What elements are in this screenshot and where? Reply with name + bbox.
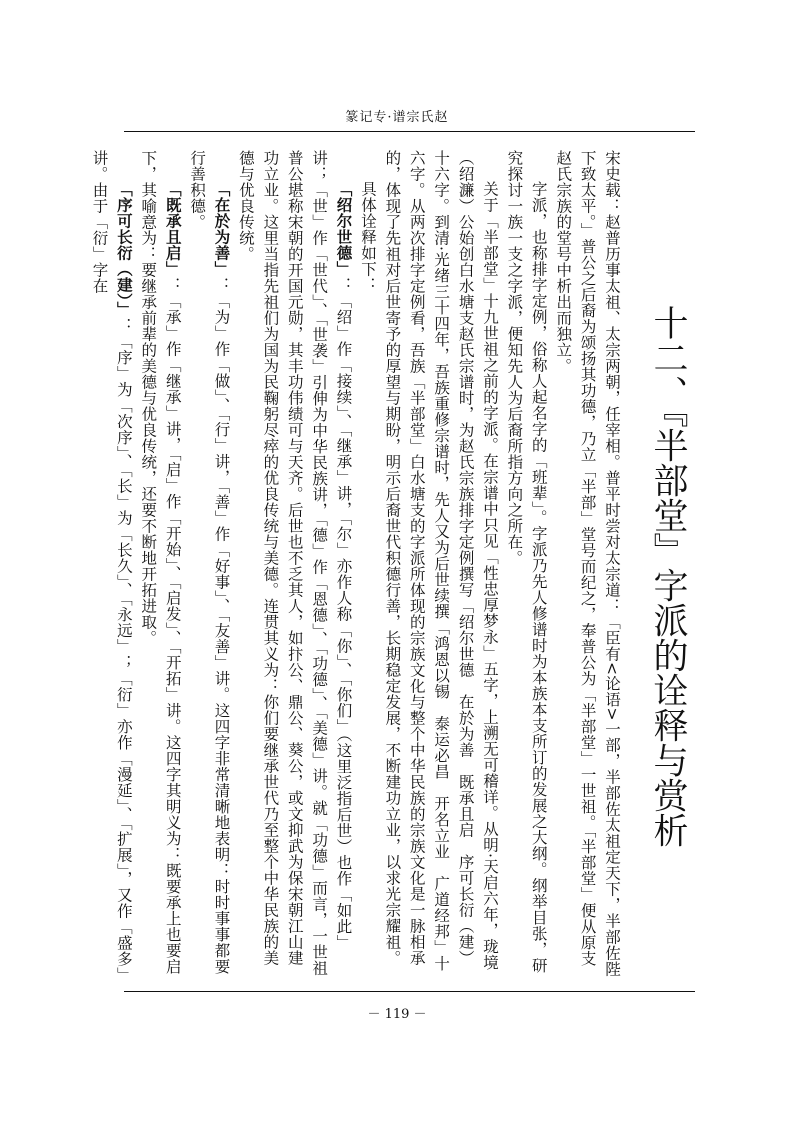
paragraph-8 [87,150,136,980]
page-number: － 119 － [367,1007,427,1022]
term-heading: 「在於为善」 [212,181,232,277]
paragraph-7 [136,150,185,980]
term-heading: 「序可长衍（建）」 [114,181,134,318]
paragraph-text: ：「承」作「继承」讲，「启」作「开始」、「启发」、「开拓」讲。这四字其明义为：既要承上也要启下，其喻意为：要继承前辈的美德与优良传统，还要不断地开拓进取。 [139,150,182,975]
paragraph-text: ：「序」为「次序」、「长」为「长久」、「永远」；「衍」亦作「漫延」、「扩展」，又作「盛多」讲。由于「衍」字在 [90,150,133,976]
chapter-title: 十二、『半部堂』字派的诠释与赏析 [648,305,688,848]
paragraph-text: 关于「半部堂」十九世祖之前的字派。在宗谱中只见「性忠厚梦永」五字，上溯无可稽详。从明·天启六年，珑境（绍濂）公始创白水塘支赵氏宗谱时，为赵氏宗族排字定例撰写「绍尔世德 在於为善 既承且启 序可长衍（建）十六字。到清·光绪三十四年，吾族重修宗谱时，先人又为后世续撰「鸿恩以锡 泰运必昌 开名立业 广道经邦」十六字。从两次排字定例看，吾族「半部堂」白水塘支的字派所体现的宗族文化与整个中华民族的宗族文化是一脉相承的，体现了先祖对后世寄予的厚望与期盼，明示后裔世代积德行善，长期稳定发展，不断建功立业，以求光宗耀祖。 [383,150,499,972]
paragraph-4 [356,150,380,980]
paragraph-text: 宋史载：赵普历事太祖、太宗两朝，任宰相。普平时尝对太宗道：「臣有<论语>一部，半部佐太祖定天下，半部佐陛下致太平。」普公之后裔为颂扬其功德，乃立「半部」堂号而纪之，奉普公为「半部堂」一世祖。「半部堂」便从原支赵氏宗族的堂号中析出而独立。 [554,150,621,977]
paragraph-text: ：「绍」作「接续」、「继承」讲，「尔」亦作人称「你」、「你们」（这里泛指后世）也作「如此」讲；「世」作「世代」、「世袭」引伸为中华民族讲，「德」作「恩德」、「功德」、「美德」讲。就「功德」而言，一世祖普公堪称宋朝的开国元勋，其丰功伟绩可与天齐。后世也不乏其人，如抃公、鼎公、葵公，或文抑武为保宋朝江山建功立业。这里当指先祖们为国为民鞠躬尽瘁的优良传统与美德。连贯其义为：你们要继承世代乃至整个中华民族的美德与优良传统。 [236,150,353,976]
body-text [90,150,624,980]
paragraph-text: 字派，也称排字定例，俗称人起名字的「班辈」。字派乃先人修谱时为本族本支所订的发展之大纲。纲举目张，研究探讨一族一支之字派，便知先人为后裔所指方向之所在。 [505,150,548,974]
paragraph-3 [380,150,502,980]
term-heading: 「既承且启」 [163,181,183,277]
paragraph-text: ：「为」作「做」、「行」讲，「善」作「好事」、「友善」讲。这四字非常清晰地表明：时时事事都要行善积德。 [188,150,231,975]
paragraph-2 [502,150,551,980]
header-rule [124,131,695,132]
paragraph-5 [234,150,356,980]
term-heading: 「绍尔世德」 [334,181,354,277]
paragraph-text: 具体诠释如下： [358,181,377,293]
paragraph-6 [185,150,234,980]
running-header: 篆记专·谱宗氏赵 [345,110,449,125]
paragraph-1 [551,150,624,980]
footer-rule [124,991,695,992]
